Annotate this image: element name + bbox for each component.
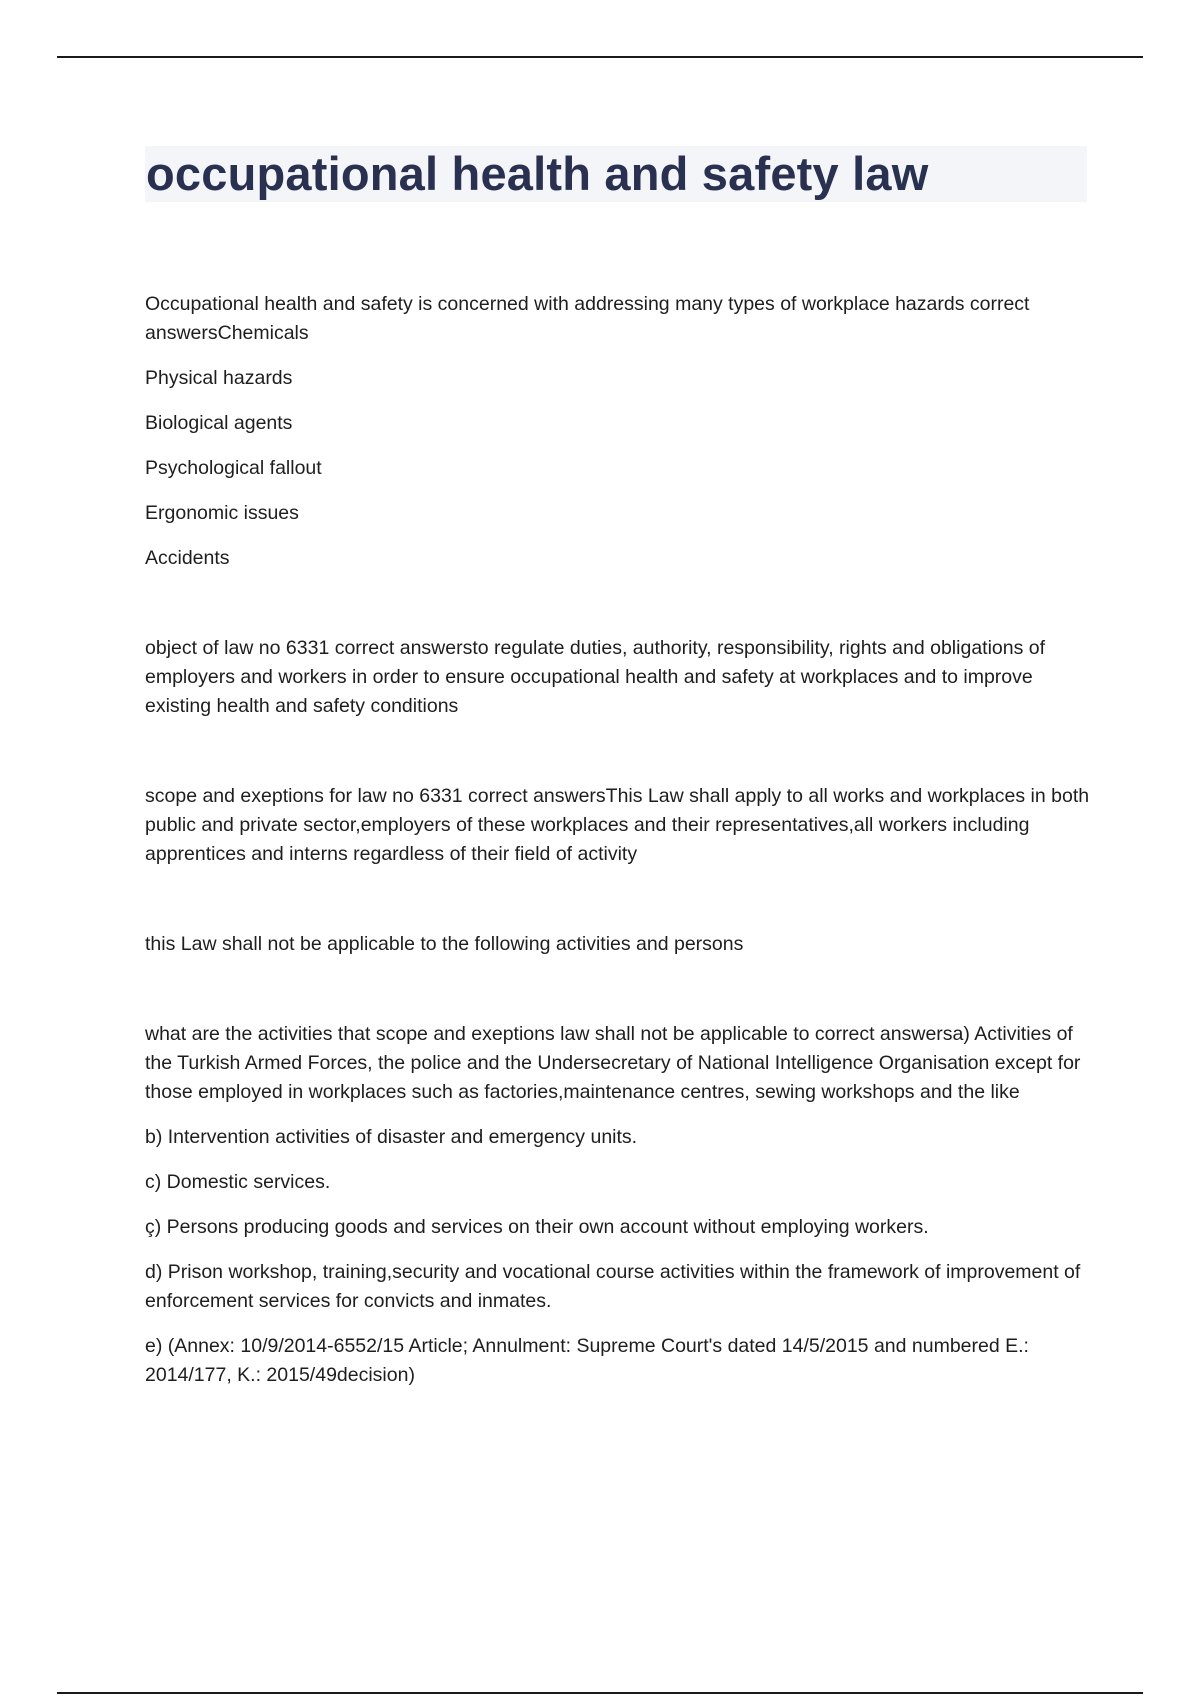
document-body bbox=[145, 290, 1090, 1406]
paragraph-not-applicable: this Law shall not be applicable to the following activities and persons bbox=[145, 933, 744, 955]
paragraph-exempt-activities-d: d) Prison workshop, training,security and vocational course activities within the framework of improvement of enforcement services for convicts and inmates. bbox=[145, 1261, 1081, 1312]
list-item-accidents: Accidents bbox=[145, 547, 230, 569]
list-item-physical-hazards: Physical hazards bbox=[145, 367, 293, 389]
paragraph-exempt-activities-a: what are the activities that scope and exeptions law shall not be applicable to correct answersa) Activities of the Turkish Armed Forces, the police and the Undersecretary of National Intelligence Organisation except for those employed in workplaces such as factories,maintenance centres, sewing workshops and the like bbox=[145, 1023, 1081, 1103]
list-item-biological-agents: Biological agents bbox=[145, 412, 293, 434]
paragraph-scope-and-exceptions: scope and exeptions for law no 6331 correct answersThis Law shall apply to all works and workplaces in both public and private sector,employers of these workplaces and their representatives,all workers including apprentices and interns regardless of their field of activity bbox=[145, 785, 1090, 865]
paragraph-exempt-activities-c-cedilla: ç) Persons producing goods and services on their own account without employing workers. bbox=[145, 1216, 929, 1238]
section-spacer bbox=[145, 975, 1090, 1020]
paragraph-exempt-activities-e: e) (Annex: 10/9/2014-6552/15 Article; Annulment: Supreme Court's dated 14/5/2015 and numbered E.: 2014/177, K.: 2015/49decision) bbox=[145, 1335, 1029, 1386]
document-title: occupational health and safety law bbox=[146, 147, 929, 200]
paragraph-exempt-activities-c: c) Domestic services. bbox=[145, 1171, 331, 1193]
list-item-ergonomic-issues: Ergonomic issues bbox=[145, 502, 299, 524]
paragraph-object-of-law: object of law no 6331 correct answersto regulate duties, authority, responsibility, rights and obligations of employers and workers in order to ensure occupational health and safety at workplaces and to improve existing health and safety conditions bbox=[145, 637, 1046, 717]
bottom-divider bbox=[57, 1692, 1143, 1694]
section-spacer bbox=[145, 885, 1090, 930]
list-item-psychological-fallout: Psychological fallout bbox=[145, 457, 322, 479]
top-divider bbox=[57, 56, 1143, 58]
paragraph-exempt-activities-b: b) Intervention activities of disaster and emergency units. bbox=[145, 1126, 638, 1148]
section-spacer bbox=[145, 737, 1090, 782]
section-spacer bbox=[145, 589, 1090, 634]
paragraph-hazards-intro: Occupational health and safety is concerned with addressing many types of workplace hazards correct answersChemicals bbox=[145, 293, 1030, 344]
